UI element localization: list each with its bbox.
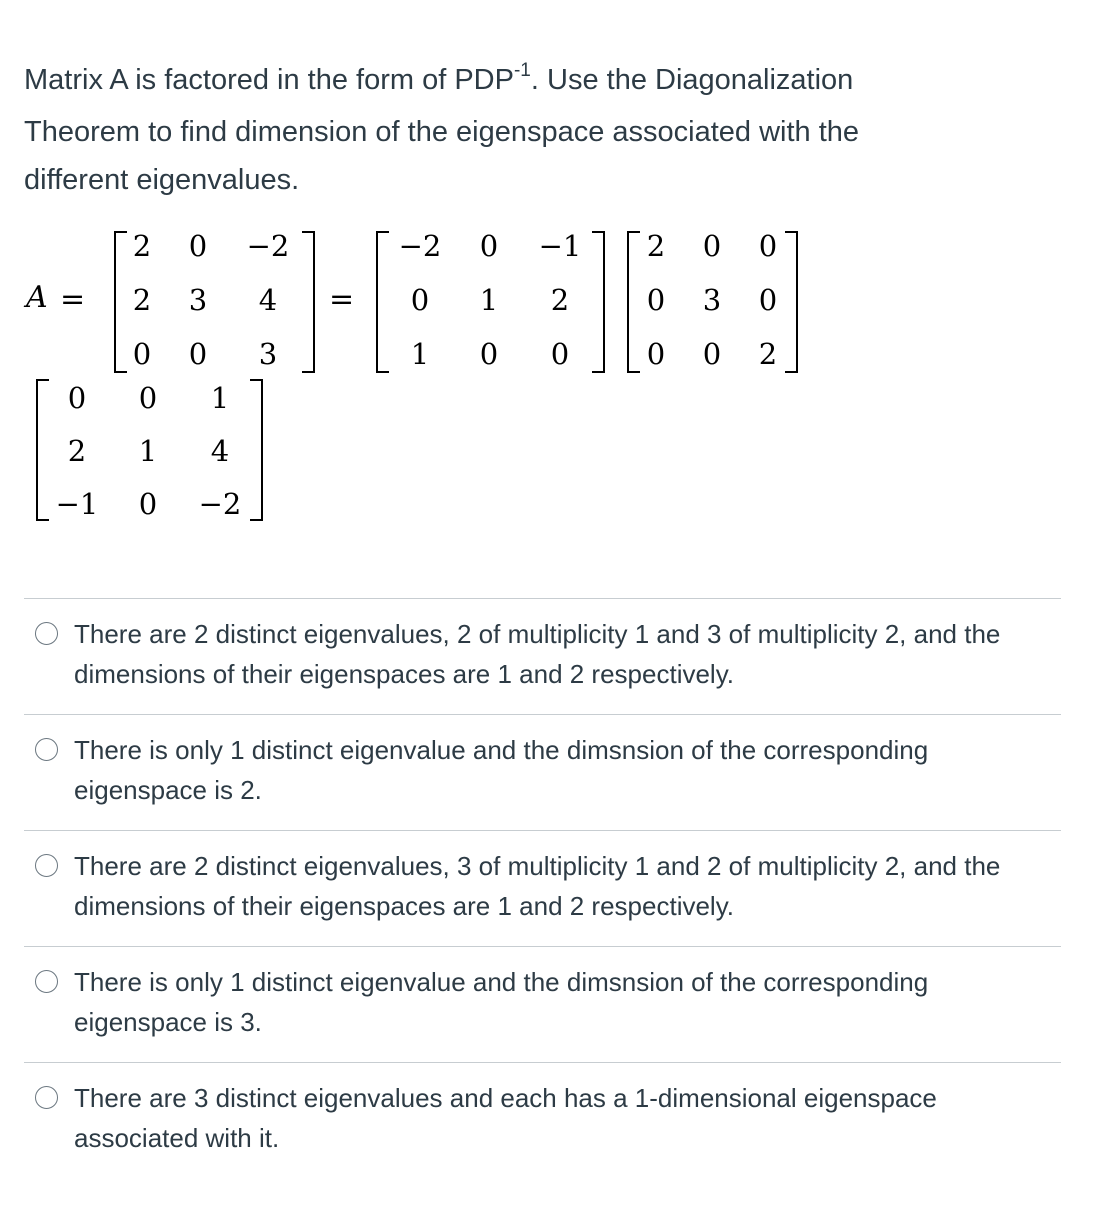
answer-option-4[interactable] xyxy=(24,947,1061,1062)
question-line-1: Matrix A is factored in the form of $PDP^{-1}$. Use the Diagonalization xyxy=(24,60,854,96)
matrix-d-cell: 0 xyxy=(758,229,778,263)
answer-option-label: There is only 1 distinct eigenvalue and the dimsnsion of the corresponding eigenspace is 3. xyxy=(74,967,929,1037)
answer-option-label: There is only 1 distinct eigenvalue and the dimsnsion of the corresponding eigenspace is 2. xyxy=(74,735,929,805)
answer-option-1[interactable] xyxy=(24,599,1061,714)
matrix-pinv-cell: 0 xyxy=(67,381,87,415)
matrix-p-cell: −1 xyxy=(538,229,582,263)
answer-option-2[interactable] xyxy=(24,715,1061,830)
matrix-d-cell: 0 xyxy=(646,337,666,371)
radio-button[interactable] xyxy=(35,622,58,645)
matrix-d-cell: 0 xyxy=(646,283,666,317)
matrix-a-cell: −2 xyxy=(246,229,290,263)
answer-option-label: There are 2 distinct eigenvalues, 2 of multiplicity 1 and 3 of multiplicity 2, and the dimensions of their eigenspaces are 1 and 2 respectively. xyxy=(74,619,1001,689)
matrix-d-cell: 0 xyxy=(702,337,722,371)
matrix-pinv-cell: 1 xyxy=(138,434,158,468)
matrix-pinv-cell: −1 xyxy=(55,487,99,521)
matrix-p-cell: −2 xyxy=(398,229,442,263)
matrix-d-cell: 2 xyxy=(646,229,666,263)
equals-sign-1: = xyxy=(60,282,86,317)
matrix-a-cell: 2 xyxy=(132,283,152,317)
matrix-pinv-cell: −2 xyxy=(198,487,242,521)
matrix-a-cell: 0 xyxy=(188,229,208,263)
matrix-a-cell: 3 xyxy=(258,337,278,371)
matrix-a-cell: 0 xyxy=(132,337,152,371)
matrix-a-symbol: A xyxy=(26,280,48,315)
matrix-p-cell: 1 xyxy=(410,337,430,371)
matrix-p-cell: 0 xyxy=(410,283,430,317)
matrix-d-cell: 0 xyxy=(758,283,778,317)
radio-button[interactable] xyxy=(35,1086,58,1109)
matrix-p-cell: 0 xyxy=(479,229,499,263)
answer-option-3[interactable] xyxy=(24,831,1061,946)
answer-option-label: There are 2 distinct eigenvalues, 3 of multiplicity 1 and 2 of multiplicity 2, and the dimensions of their eigenspaces are 1 and 2 respectively. xyxy=(74,851,1001,921)
matrix-p-cell: 2 xyxy=(550,283,570,317)
matrix-a-cell: 4 xyxy=(258,283,278,317)
matrix-p-cell: 0 xyxy=(479,337,499,371)
question-line-3: different eigenvalues. xyxy=(24,164,300,196)
matrix-a-cell: 0 xyxy=(188,337,208,371)
matrix-d-cell: 3 xyxy=(702,283,722,317)
equals-sign-2: = xyxy=(329,282,355,317)
matrix-pinv-cell: 1 xyxy=(210,381,230,415)
matrix-d-cell: 2 xyxy=(758,337,778,371)
radio-button[interactable] xyxy=(35,970,58,993)
matrix-pinv-cell: 0 xyxy=(138,487,158,521)
matrix-pinv-cell: 0 xyxy=(138,381,158,415)
answer-option-label: There are 3 distinct eigenvalues and each has a 1-dimensional eigenspace associated with it. xyxy=(74,1083,937,1153)
radio-button[interactable] xyxy=(35,738,58,761)
matrix-d-cell: 0 xyxy=(702,229,722,263)
inverse-superscript: -1 xyxy=(513,60,531,81)
answer-option-5[interactable] xyxy=(24,1063,1061,1178)
radio-button[interactable] xyxy=(35,854,58,877)
matrix-pinv-cell: 4 xyxy=(210,434,230,468)
matrix-p-cell: 1 xyxy=(479,283,499,317)
matrix-a-cell: 3 xyxy=(188,283,208,317)
matrix-p-cell: 0 xyxy=(550,337,570,371)
matrix-pinv-cell: 2 xyxy=(67,434,87,468)
question-line-2: Theorem to find dimension of the eigenspace associated with the xyxy=(24,116,860,148)
matrix-a-cell: 2 xyxy=(132,229,152,263)
